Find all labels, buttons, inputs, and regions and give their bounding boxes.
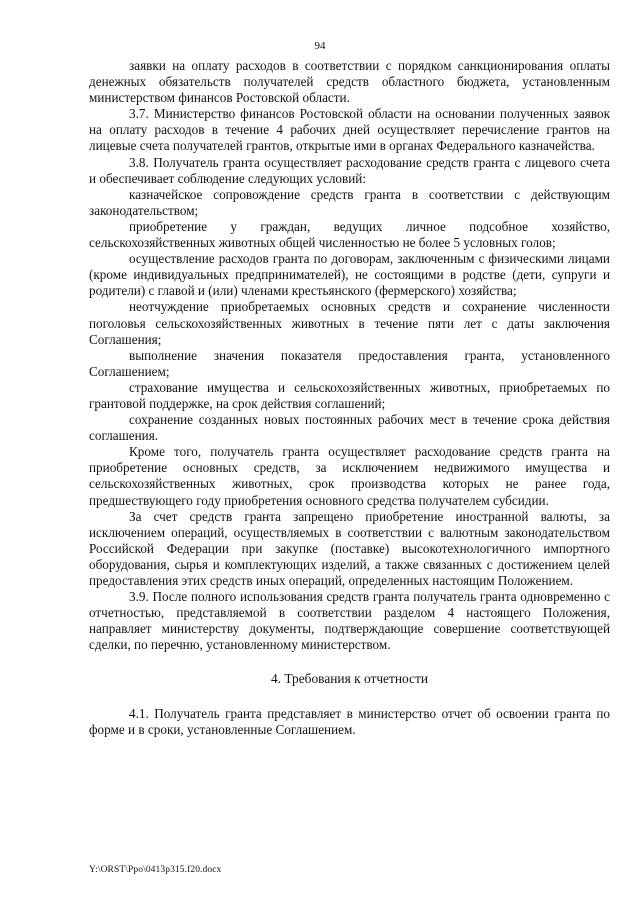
condition-item: неотчуждение приобретаемых основных средств и сохранение численности поголовья сельскохозяйственных животных в течение пяти лет с даты заключения Соглашения; (89, 299, 610, 347)
condition-item: казначейское сопровождение средств гранта в соответствии с действующим законодательством; (89, 186, 610, 218)
paragraph-3-9: 3.9. После полного использования средств гранта получатель гранта одновременно с отчетностью, представляемой в соответствии разделом 4 настоящего Положения, направляет министерству документы, подтверждающие совершение соответствующей сделки, по перечню, установленному министерством. (89, 589, 610, 653)
page-number: 94 (314, 40, 326, 52)
paragraph-additional-expenses: Кроме того, получатель гранта осуществляет расходование средств гранта на приобретение основных средств, за исключением недвижимого имущества и сельскохозяйственных животных, срок производства которых не ранее года, предшествующего году приобретения основного средства получателем субсидии. (89, 444, 610, 508)
paragraph-currency-restriction: За счет средств гранта запрещено приобретение иностранной валюты, за исключением операций, осуществляемых в соответствии с валютным законодательством Российской Федерации при закупке (поставке) высокотехнологичного импортного оборудования, сырья и комплектующих изделий, а также связанных с достижением целей предоставления этих средств иных операций, определенных настоящим Положением. (89, 508, 610, 588)
condition-item: сохранение созданных новых постоянных рабочих мест в течение срока действия соглашения. (89, 412, 610, 444)
paragraph-3-7: 3.7. Министерство финансов Ростовской области на основании полученных заявок на оплату расходов в течение 4 рабочих дней осуществляет перечисление грантов на лицевые счета получателей грантов, открытые ими в органах Федерального казначейства. (89, 106, 610, 154)
condition-item: осуществление расходов гранта по договорам, заключенным с физическими лицами (кроме индивидуальных предпринимателей), не состоящими в родстве (дети, супруги и родители) с главой и (или) членами крестьянского (фермерского) хозяйства; (89, 251, 610, 299)
paragraph-3-8: 3.8. Получатель гранта осуществляет расходование средств гранта с лицевого счета и обеспечивает соблюдение следующих условий: (89, 154, 610, 186)
document-body (89, 58, 610, 738)
condition-item: страхование имущества и сельскохозяйственных животных, приобретаемых по грантовой поддержке, на срок действия соглашений; (89, 379, 610, 411)
condition-item: выполнение значения показателя предоставления гранта, установленного Соглашением; (89, 347, 610, 379)
file-path-footer: Y:\ORST\Ppo\0413p315.f20.docx (89, 865, 222, 875)
section-heading: 4. Требования к отчетности (270, 671, 429, 687)
paragraph-4-1: 4.1. Получатель гранта представляет в министерство отчет об освоении гранта по форме и в сроки, установленные Соглашением. (89, 705, 610, 737)
paragraph-continuation: заявки на оплату расходов в соответствии с порядком санкционирования оплаты денежных обязательств получателей средств областного бюджета, установленным министерством финансов Ростовской области. (89, 58, 610, 106)
condition-item: приобретение у граждан, ведущих личное подсобное хозяйство, сельскохозяйственных животных общей численностью не более 5 условных голов; (89, 218, 610, 251)
